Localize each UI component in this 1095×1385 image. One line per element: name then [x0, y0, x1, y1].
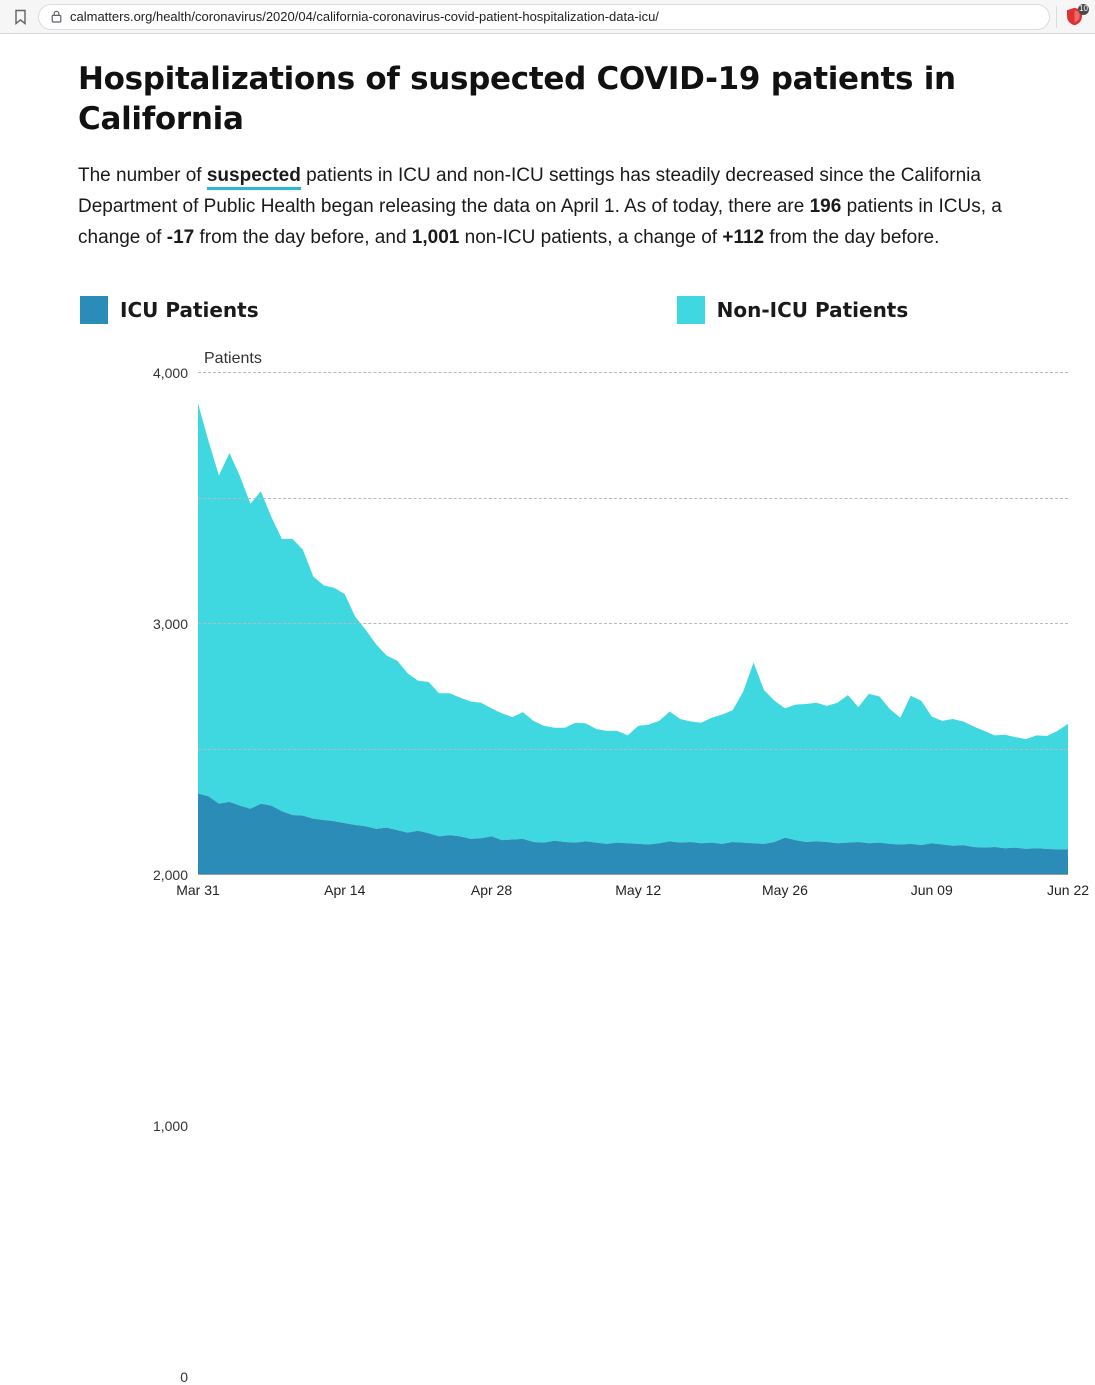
x-axis-tick-label: May 12	[615, 882, 662, 899]
legend-swatch-nonicu	[677, 296, 705, 324]
deck-nonicu-count: 1,001	[411, 227, 460, 249]
y-axis-title: Patients	[204, 350, 262, 368]
shield-icon[interactable]	[1063, 3, 1088, 28]
x-axis-tick-label: Jun 22	[1046, 882, 1090, 899]
x-axis-tick-label: Apr 28	[470, 882, 513, 899]
x-axis-tick-label: Apr 14	[324, 882, 366, 899]
article-page	[0, 34, 1095, 1385]
x-axis-tick-label: Mar 31	[176, 882, 220, 899]
deck-part-4: from the day before, and	[194, 227, 412, 249]
legend-label-icu: ICU Patients	[120, 298, 259, 323]
lock-icon	[51, 10, 62, 23]
deck-part-6: from the day before.	[764, 227, 940, 249]
legend-swatch-icu	[80, 296, 108, 324]
deck-part-2: patients in ICU and non-ICU settings has steadily decreased since the California Department of Public Health began releasing the data on April 1. As of today, there are	[78, 165, 981, 218]
deck-term-suspected: suspected	[207, 165, 301, 190]
x-axis-tick-label: Jun 09	[910, 882, 953, 899]
legend-item-nonicu[interactable]	[677, 296, 909, 324]
y-axis-tick-label: 4,000	[152, 365, 188, 382]
area-nonicu	[198, 404, 1068, 850]
extension-badge-count: 10	[1079, 3, 1088, 13]
gridline	[152, 365, 1068, 382]
page-title: Hospitalizations of suspected COVID-19 patients in California	[78, 61, 956, 137]
article-deck	[78, 161, 1055, 254]
url-text: calmatters.org/health/coronavirus/2020/04/california-coronavirus-covid-patient-hospitalization-data-icu/	[70, 9, 659, 24]
deck-icu-count: 196	[809, 196, 842, 218]
legend-label-nonicu: Non-ICU Patients	[716, 298, 909, 323]
address-bar[interactable]	[38, 4, 1050, 30]
gridline	[152, 498, 1068, 633]
extensions-area	[1056, 3, 1088, 28]
x-axis-line	[198, 874, 1068, 875]
stacked-area-chart	[80, 350, 1090, 1385]
deck-part-5: non-ICU patients, a change of	[459, 227, 723, 249]
deck-icu-change: -17	[166, 227, 195, 249]
x-axis-tick-label: May 26	[762, 882, 808, 899]
y-axis-tick-label: 0	[180, 1369, 188, 1385]
deck-part-3: patients in ICUs, a change of	[78, 196, 1002, 249]
chart-legend	[78, 296, 1055, 324]
y-axis-tick-label: 1,000	[152, 1118, 188, 1135]
browser-toolbar	[0, 0, 1095, 34]
deck-nonicu-change: +112	[722, 227, 765, 249]
y-axis-tick-label: 3,000	[152, 616, 188, 633]
legend-item-icu[interactable]	[80, 296, 259, 324]
y-axis-tick-label: 2,000	[152, 867, 188, 884]
bookmark-icon[interactable]	[10, 6, 30, 28]
deck-part-1: The number of	[78, 165, 207, 187]
